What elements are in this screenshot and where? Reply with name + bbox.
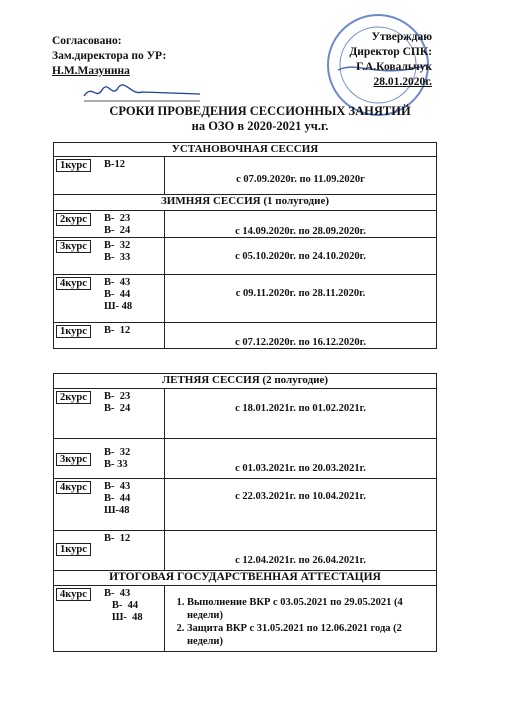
groups: В- 43 В- 44 Ш- 48 [104,588,143,623]
groups: В-12 [104,159,125,170]
schedule-table-1 [53,142,437,349]
dates: с 09.11.2020г. по 28.11.2020г. [165,275,437,323]
agreed-block [52,34,166,79]
course-badge: 3курс [56,453,91,466]
table-row [54,531,437,571]
course-badge: 2курс [56,391,91,404]
groups: В- 43 В- 44 Ш-48 [104,481,131,516]
course-badge: 1курс [56,543,91,556]
approved-position: Директор СПК: [349,46,432,58]
title-line-1: СРОКИ ПРОВЕДЕНИЯ СЕССИОННЫХ ЗАНЯТИЙ [109,104,411,118]
agreed-label: Согласовано: [52,35,122,47]
approved-date: 28.01.2020г. [373,76,432,88]
schedule-table-2 [53,373,437,652]
table-row [54,479,437,531]
list-item: 1. Выполнение ВКР с 03.05.2021 по 29.05.2021 (4 недели) [187,596,436,622]
approved-name: Г.А.Ковальчук [356,61,432,73]
title-line-2: на ОЗО в 2020-2021 уч.г. [191,119,329,133]
groups: В- 23 В- 24 [104,391,131,414]
dates: с 01.03.2021г. по 20.03.2021г. [165,439,437,479]
dates: с 07.12.2020г. по 16.12.2020г. [165,323,437,349]
table-row [54,389,437,439]
groups: В- 32 В- 33 [104,240,131,263]
table-row [54,323,437,349]
dates: с 22.03.2021г. по 10.04.2021г. [165,479,437,531]
course-badge: 4курс [56,588,91,601]
list-item: 2. Защита ВКР с 31.05.2021 по 12.06.2021 года (2 недели) [187,622,436,648]
table-row [54,439,437,479]
dates: с 14.09.2020г. по 28.09.2020г. [165,211,437,238]
course-badge: 4курс [56,481,91,494]
section-header: УСТАНОВОЧНАЯ СЕССИЯ [54,143,437,157]
dates: с 05.10.2020г. по 24.10.2020г. [165,238,437,275]
course-badge: 4курс [56,277,91,290]
table-row [54,211,437,238]
agreed-position: Зам.директора по УР: [52,50,167,62]
table-row [54,275,437,323]
section-header: ЛЕТНЯЯ СЕССИЯ (2 полугодие) [54,374,437,389]
groups: В- 23 В- 24 [104,213,131,236]
groups: В- 32 В- 33 [104,447,131,470]
attestation-list [165,596,436,648]
table-row [54,586,437,652]
course-badge: 1курс [56,159,91,172]
agreed-name: Н.М.Мазунина [52,65,130,77]
course-badge: 3курс [56,240,91,253]
dates: с 12.04.2021г. по 26.04.2021г. [165,531,437,571]
page-title [0,104,520,134]
section-header: ИТОГОВАЯ ГОСУДАРСТВЕННАЯ АТТЕСТАЦИЯ [54,571,437,586]
approved-label: Утверждаю [371,31,432,43]
course-badge: 1курс [56,325,91,338]
table-row [54,238,437,275]
course-badge: 2курс [56,213,91,226]
groups: В- 43 В- 44 Ш- 48 [104,277,133,312]
dates: с 07.09.2020г. по 11.09.2020г [165,157,437,195]
signature-icon [82,82,202,102]
dates: с 18.01.2021г. по 01.02.2021г. [165,389,437,439]
table-row [54,157,437,195]
section-header: ЗИМНЯЯ СЕССИЯ (1 полугодие) [54,195,437,211]
groups: В- 12 [104,533,131,544]
approved-block [338,30,432,90]
groups: В- 12 [104,325,131,336]
